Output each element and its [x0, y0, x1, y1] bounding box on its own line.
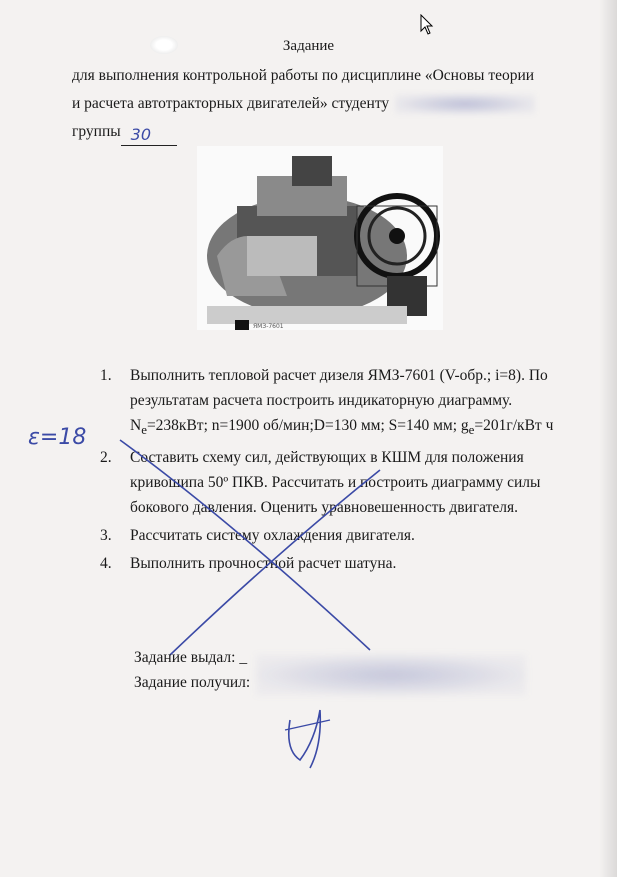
- task-4-text: Выполнить прочностной расчет шатуна.: [130, 555, 397, 573]
- intro-line-1: для выполнения контрольной работы по дисциплине «Основы теории: [72, 67, 535, 84]
- task-1-text: Выполнить тепловой расчет дизеля ЯМЗ-7601 (V-обр.; i=8). По результатам расчета построить индикаторную диаграмму.: [130, 367, 548, 409]
- handwritten-epsilon: ε=18: [28, 425, 87, 450]
- scan-edge-shadow: [599, 0, 617, 877]
- ne-subscript: e: [141, 422, 147, 438]
- ne-symbol: N: [130, 417, 142, 434]
- engine-caption: ЯМЗ-7601: [253, 323, 284, 330]
- issued-label: Задание выдал:: [134, 649, 236, 666]
- intro-line-2-text: и расчета автотракторных двигателей» студенту: [72, 95, 390, 112]
- blurred-signature-date: [256, 655, 526, 695]
- issued-line: [134, 645, 250, 670]
- group-number-field: [121, 127, 177, 146]
- intro-line-2: [72, 90, 567, 118]
- task-4-number: 4.: [100, 555, 112, 573]
- task-2-number: 2.: [100, 449, 112, 467]
- task-3-number: 3.: [100, 527, 112, 545]
- blurred-student-name: [395, 94, 535, 114]
- handwritten-signature: [280, 690, 340, 770]
- task-3-text: Рассчитать систему охлаждения двигателя.: [130, 527, 415, 545]
- task-2-text: Составить схему сил, действующих в КШМ для положения кривошипа 50º ПКВ. Рассчитать и построить диаграмму силы бокового давления. Оценить уравновешенность двигателя.: [130, 449, 541, 517]
- engine-photo: [197, 146, 443, 330]
- task-1-number: 1.: [100, 367, 112, 384]
- mouse-cursor-icon: [420, 14, 434, 36]
- issued-blank: _: [239, 649, 248, 666]
- page-title: Задание: [282, 38, 335, 54]
- intro-line-3: [72, 118, 567, 146]
- received-line: [134, 670, 250, 695]
- intro-paragraph: [72, 62, 567, 146]
- received-label: Задание получил:: [134, 674, 251, 691]
- group-label: группы: [72, 123, 121, 140]
- ge-subscript: e: [468, 422, 475, 438]
- signature-block: [134, 645, 250, 695]
- group-number: 30: [130, 125, 152, 144]
- engine-params: =238кВт; n=1900 об/мин;D=130 мм; S=140 мм; g: [146, 417, 469, 434]
- ge-value: =201г/кВт ч: [474, 417, 554, 434]
- handwritten-cross-mark: [110, 430, 400, 660]
